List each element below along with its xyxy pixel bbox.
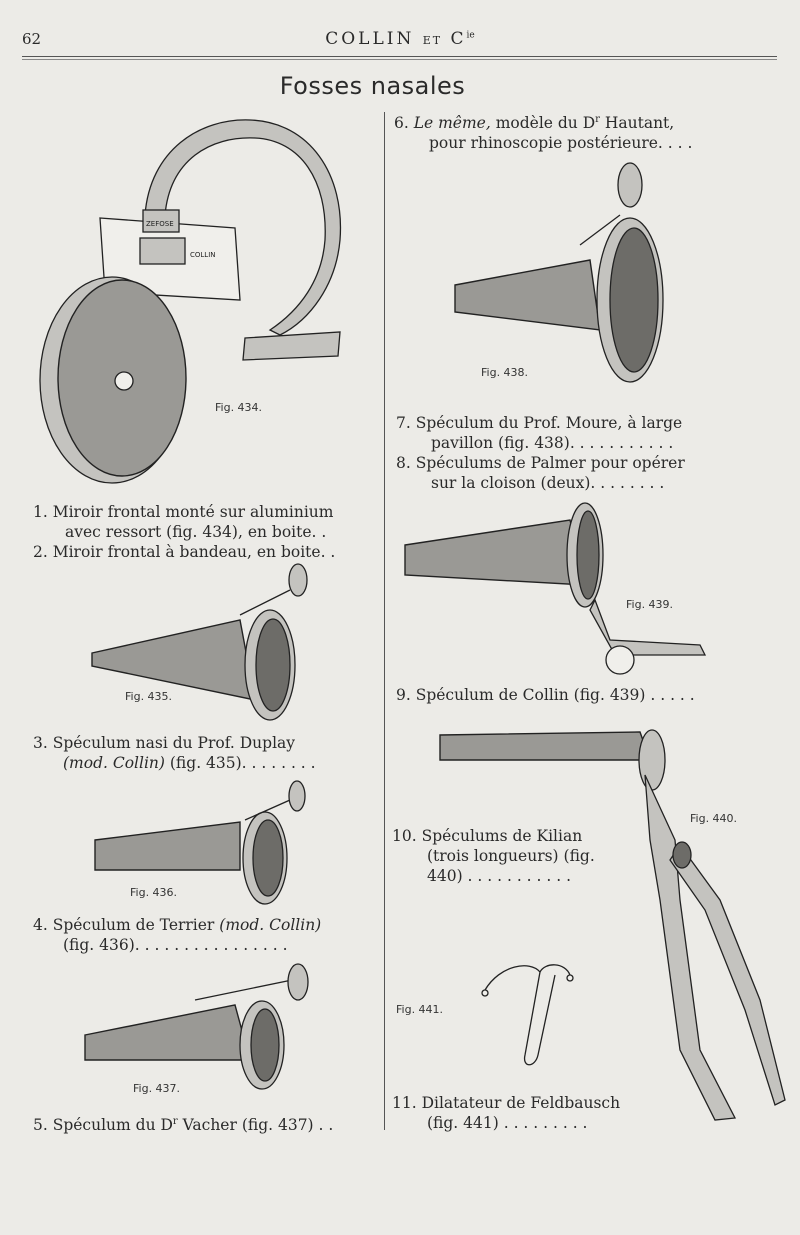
- item-1: [33, 502, 333, 542]
- item-9: [396, 685, 695, 705]
- figure-caption: Fig. 441.: [396, 1003, 444, 1016]
- figure-caption: Fig. 434.: [215, 401, 263, 414]
- item-6-rest: Hautant,: [599, 114, 675, 133]
- item-8-line-2: sur la cloison (deux). . . . . . . .: [431, 474, 665, 492]
- speculum-vacher-illustration: [85, 964, 308, 1089]
- item-4-line-2: (fig. 436). . . . . . . . . . . . . . . .: [63, 936, 288, 954]
- item-4-line-1: [33, 915, 321, 935]
- item-10-line-2: (trois longueurs) (fig.: [427, 847, 595, 865]
- item-7-line-1: 7. Spéculum du Prof. Moure, à large: [396, 414, 683, 432]
- item-6: [394, 110, 692, 153]
- item-5-rest: Vacher (fig. 437) . .: [177, 1116, 334, 1135]
- item-4-text: 4. Spéculum de Terrier: [33, 916, 220, 934]
- running-head-name: COLLIN: [325, 29, 415, 49]
- item-8-line-1: 8. Spéculums de Palmer pour opérer: [396, 454, 685, 472]
- item-7-line-2: pavillon (fig. 438). . . . . . . . . . .: [431, 434, 674, 452]
- item-4-emphasis: (mod. Collin): [219, 916, 322, 934]
- item-6-emphasis: Le même,: [413, 114, 491, 133]
- item-5: [33, 1112, 333, 1135]
- dilator-feldbausch-illustration: [482, 965, 573, 1065]
- item-5-sup: r: [172, 1116, 178, 1127]
- item-3-line-1: 3. Spéculum nasi du Prof. Duplay: [33, 734, 296, 752]
- strap-mark: ZEFOSE: [146, 220, 174, 228]
- item-4: [33, 915, 321, 955]
- item-7: [396, 413, 682, 453]
- figure-caption: Fig. 435.: [125, 690, 173, 703]
- item-9-line-1: 9. Spéculum de Collin (fig. 439) . . . . .: [396, 686, 695, 704]
- item-6-line-1: [394, 110, 692, 133]
- item-10-line-1: 10. Spéculums de Kilian: [392, 827, 583, 845]
- running-head-sup: ie: [466, 30, 475, 41]
- item-10-line-3: 440) . . . . . . . . . . .: [427, 867, 572, 885]
- running-head-c: C: [450, 29, 467, 49]
- page-title: Fosses nasales: [279, 72, 466, 100]
- speculum-kilian-illustration: [440, 730, 785, 1120]
- figure-caption: Fig. 436.: [130, 886, 178, 899]
- speculum-terrier-illustration: [95, 781, 305, 904]
- item-3: [33, 733, 316, 773]
- item-3-emphasis: (mod. Collin): [63, 754, 165, 772]
- figure-caption: Fig. 440.: [690, 812, 738, 825]
- item-6-num: 6.: [394, 114, 414, 133]
- running-head-et: ET: [422, 34, 443, 47]
- item-2: [33, 542, 335, 562]
- item-6-line-2: pour rhinoscopie postérieure. . . .: [429, 134, 693, 153]
- item-3-line-2: [33, 753, 316, 773]
- item-5-text: 5. Spéculum du D: [33, 1116, 173, 1135]
- item-6-mid: modèle du D: [490, 114, 596, 133]
- figure-caption: Fig. 437.: [133, 1082, 181, 1095]
- item-6-sup: r: [595, 114, 600, 125]
- item-11-line-2: (fig. 441) . . . . . . . . .: [427, 1114, 588, 1132]
- page-number: 62: [22, 30, 42, 48]
- item-2-line-1: 2. Miroir frontal à bandeau, en boite. .: [33, 543, 336, 561]
- speculum-collin-illustration: [405, 503, 705, 674]
- head-mirror-illustration: [40, 120, 340, 483]
- item-8: [396, 453, 685, 493]
- figure-caption: Fig. 438.: [481, 366, 529, 379]
- item-1-line-2: avec ressort (fig. 434), en boite. .: [65, 523, 327, 541]
- engraved-mark: COLLIN: [190, 251, 216, 259]
- item-11-line-1: 11. Dilatateur de Feldbausch: [392, 1094, 621, 1112]
- item-1-line-1: 1. Miroir frontal monté sur aluminium: [33, 503, 334, 521]
- speculum-moure-illustration: [455, 163, 663, 382]
- item-5-line-1: [33, 1112, 333, 1135]
- figure-caption: Fig. 439.: [626, 598, 674, 611]
- item-11: [392, 1093, 620, 1133]
- item-10: [392, 826, 595, 886]
- item-3-rest: (fig. 435). . . . . . . .: [164, 754, 316, 772]
